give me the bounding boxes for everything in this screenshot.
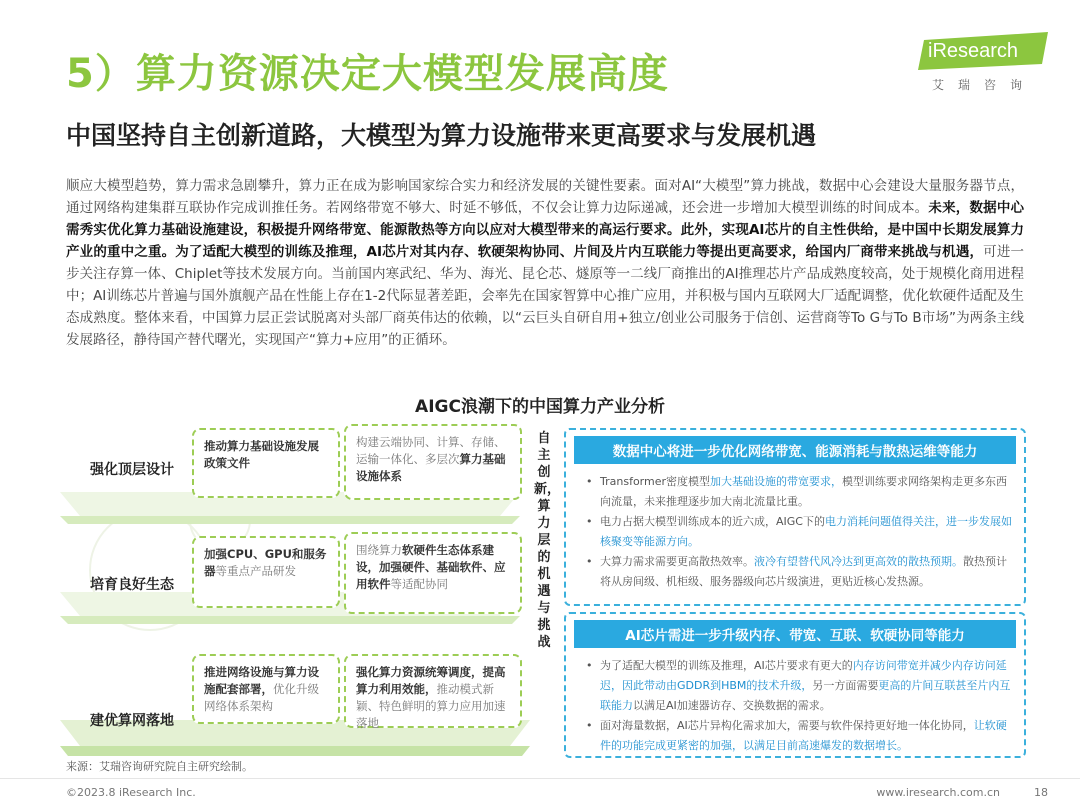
iresearch-logo xyxy=(918,30,1058,100)
footer-divider xyxy=(0,778,1080,779)
page-title: 5）算力资源决定大模型发展高度 xyxy=(66,51,669,97)
vertical-caption: 自主创新，算力层的机遇与挑战 xyxy=(534,431,561,650)
logo-subtext: 艾瑞咨询 xyxy=(932,78,1037,92)
intro-text-2: 可进一步关注存算一体、Chiplet等技术发展方向。当前国内寒武纪、华为、海光、昆仑芯、燧原等一二线厂商推出的AI推理芯片产品成熟度较高，处于规模化商用进程中；AI训练芯片普遍与国外旗舰产品在性能上存在1-2代际显著差距，会率先在国家智算中心推广应用，并积极与国内互联网大厂适配调整，优化软硬件适配及生态成熟度。整体来看，中国算力层正尝试脱离对头部厂商英伟达的依赖，以“云巨头自研自用+独立/创业公司服务于信创、运营商等To G与To B市场”为两条主线发展路径，静待国产替代曙光，实现国产“算力+应用”的正循环。 xyxy=(66,244,1024,348)
box-text: 等适配协同 xyxy=(390,577,448,591)
scheduling-box xyxy=(344,654,522,728)
ecosystem-box xyxy=(344,532,522,614)
infrastructure-box xyxy=(344,424,522,500)
source-note: 来源：艾瑞咨询研究院自主研究绘制。 xyxy=(66,760,253,773)
policy-box xyxy=(192,428,340,498)
box-bold-text: 软硬件生态体系建设，加强硬件、基础软件、应用软件 xyxy=(356,543,506,591)
box-text: 等重点产品研发 xyxy=(215,564,296,578)
footer-url[interactable]: www.iresearch.com.cn xyxy=(876,786,1000,799)
box-text: 构建云端协同、计算、存储、运输一体化、多层次 xyxy=(356,435,506,466)
list-item: • 面对海量数据，AI芯片异构化需求加大，需要与软件保持更好地一体化协同，让软硬件的功能完成更紧密的加强，以满足目前高速爆发的数据增长。 xyxy=(600,716,1012,756)
ai-chip-panel xyxy=(564,612,1026,758)
list-item: • 电力占据大模型训练成本的近六成，AIGC下的电力消耗问题值得关注，进一步发展如核聚变等能源方向。 xyxy=(600,512,1012,552)
label-network-landing: 建优算网落地 xyxy=(90,713,174,729)
ai-chip-panel-heading: AI芯片需进一步升级内存、带宽、互联、软硬协同等能力 xyxy=(574,620,1016,648)
box-text: 优化升级网络体系架构 xyxy=(204,682,319,713)
hardware-rd-box xyxy=(192,536,340,608)
box-bold-text: 算力基础设施体系 xyxy=(356,452,506,483)
datacenter-list xyxy=(566,472,1024,598)
box-text: 围绕算力 xyxy=(356,543,402,557)
label-top-level-design: 强化顶层设计 xyxy=(90,462,174,478)
logo-wordmark: iResearch xyxy=(928,40,1019,62)
page-subtitle: 中国坚持自主创新道路，大模型为算力设施带来更高要求与发展机遇 xyxy=(66,121,817,150)
list-item: • Transformer密度模型加大基础设施的带宽要求，模型训练要求网络架构走更多东西向流量，未来推理逐步加大南北流量比重。 xyxy=(600,472,1012,512)
box-bold-text: 推动算力基础设施发展政策文件 xyxy=(204,439,319,470)
intro-bold-text: 未来，数据中心需秀实优化算力基础设施建设，积极提升网络带宽、能源散热等方向以应对大模型带来的高运行要求。此外，实现AI芯片的自主性供给，是中国中长期发展算力产业的重中之重。为了适配大模型的训练及推理，AI芯片对其内存、软硬架构协同、片间及片内互联能力等提出更高要求，给国内厂商带来挑战与机遇， xyxy=(66,200,1025,260)
box-bold-text: 加强CPU、GPU和服务器 xyxy=(204,547,327,578)
box-bold-text: 强化算力资源统筹调度，提高算力利用效能， xyxy=(356,665,506,696)
footer-copyright: ©2023.8 iResearch Inc. xyxy=(66,786,196,799)
list-item: • 为了适配大模型的训练及推理，AI芯片要求有更大的内存访问带宽并减少内存访问延迟，因此带动由GDDR到HBM的技术升级，另一方面需要更高的片间互联甚至片内互联能力以满足AI加速器访存、交换数据的需求。 xyxy=(600,656,1012,716)
list-item: • 大算力需求需要更高散热效率。液冷有望替代风冷达到更高效的散热预期。散热预计将从房间级、机柜级、服务器级向芯片级演进，更贴近核心发热源。 xyxy=(600,552,1012,592)
box-text: 推动模式新颖、特色鲜明的算力应用加速落地 xyxy=(356,682,506,730)
intro-text-1: 顺应大模型趋势，算力需求急剧攀升，算力正在成为影响国家综合实力和经济发展的关键性要素。面对AI“大模型”算力挑战，数据中心会建设大量服务器节点，通过网络构建集群互联协作完成训推任务。若网络带宽不够大、时延不够低，不仅会让算力边际递减，还会进一步增加大模型训练的时间成本。 xyxy=(66,178,1024,216)
chart-title: AIGC浪潮下的中国算力产业分析 xyxy=(415,397,665,417)
page-number: 18 xyxy=(1034,786,1048,799)
ai-chip-list xyxy=(566,656,1024,762)
intro-paragraph xyxy=(66,175,1024,351)
label-ecosystem: 培育良好生态 xyxy=(90,577,174,593)
datacenter-panel-heading: 数据中心将进一步优化网络带宽、能源消耗与散热运维等能力 xyxy=(574,436,1016,464)
datacenter-panel xyxy=(564,428,1026,606)
network-deploy-box xyxy=(192,654,340,724)
box-bold-text: 推进网络设施与算力设施配套部署， xyxy=(204,665,319,696)
